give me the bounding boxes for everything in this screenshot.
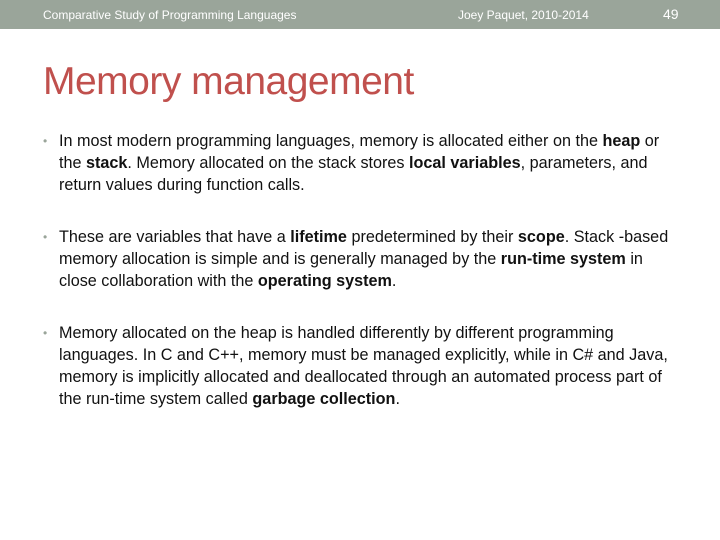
bullet-text: These are variables that have a lifetime predetermined by their scope. Stack -based memory allocation is simple and is generally managed by the run-time system in close collaboration with the operating system.	[59, 228, 669, 290]
bullet-list	[43, 130, 683, 440]
bullet-dot-icon: •	[43, 134, 48, 148]
bullet-item	[43, 226, 683, 292]
bullet-item	[43, 130, 683, 196]
header-bar	[0, 0, 720, 29]
bullet-text: In most modern programming languages, memory is allocated either on the heap or the stack. Memory allocated on the stack stores local variables, parameters, and return values during function calls.	[59, 132, 660, 194]
bullet-dot-icon: •	[43, 230, 48, 244]
bullet-item	[43, 322, 683, 410]
author-credit: Joey Paquet, 2010-2014	[458, 8, 589, 22]
slide-number: 49	[663, 6, 679, 22]
slide-title: Memory management	[43, 60, 414, 103]
course-name: Comparative Study of Programming Languages	[43, 8, 297, 22]
bullet-dot-icon: •	[43, 326, 48, 340]
bullet-text: Memory allocated on the heap is handled differently by different programming languages. In C and C++, memory must be managed explicitly, while in C# and Java, memory is implicitly allocated and deallocated through an automated process part of the run-time system called garbage collection.	[59, 324, 668, 408]
